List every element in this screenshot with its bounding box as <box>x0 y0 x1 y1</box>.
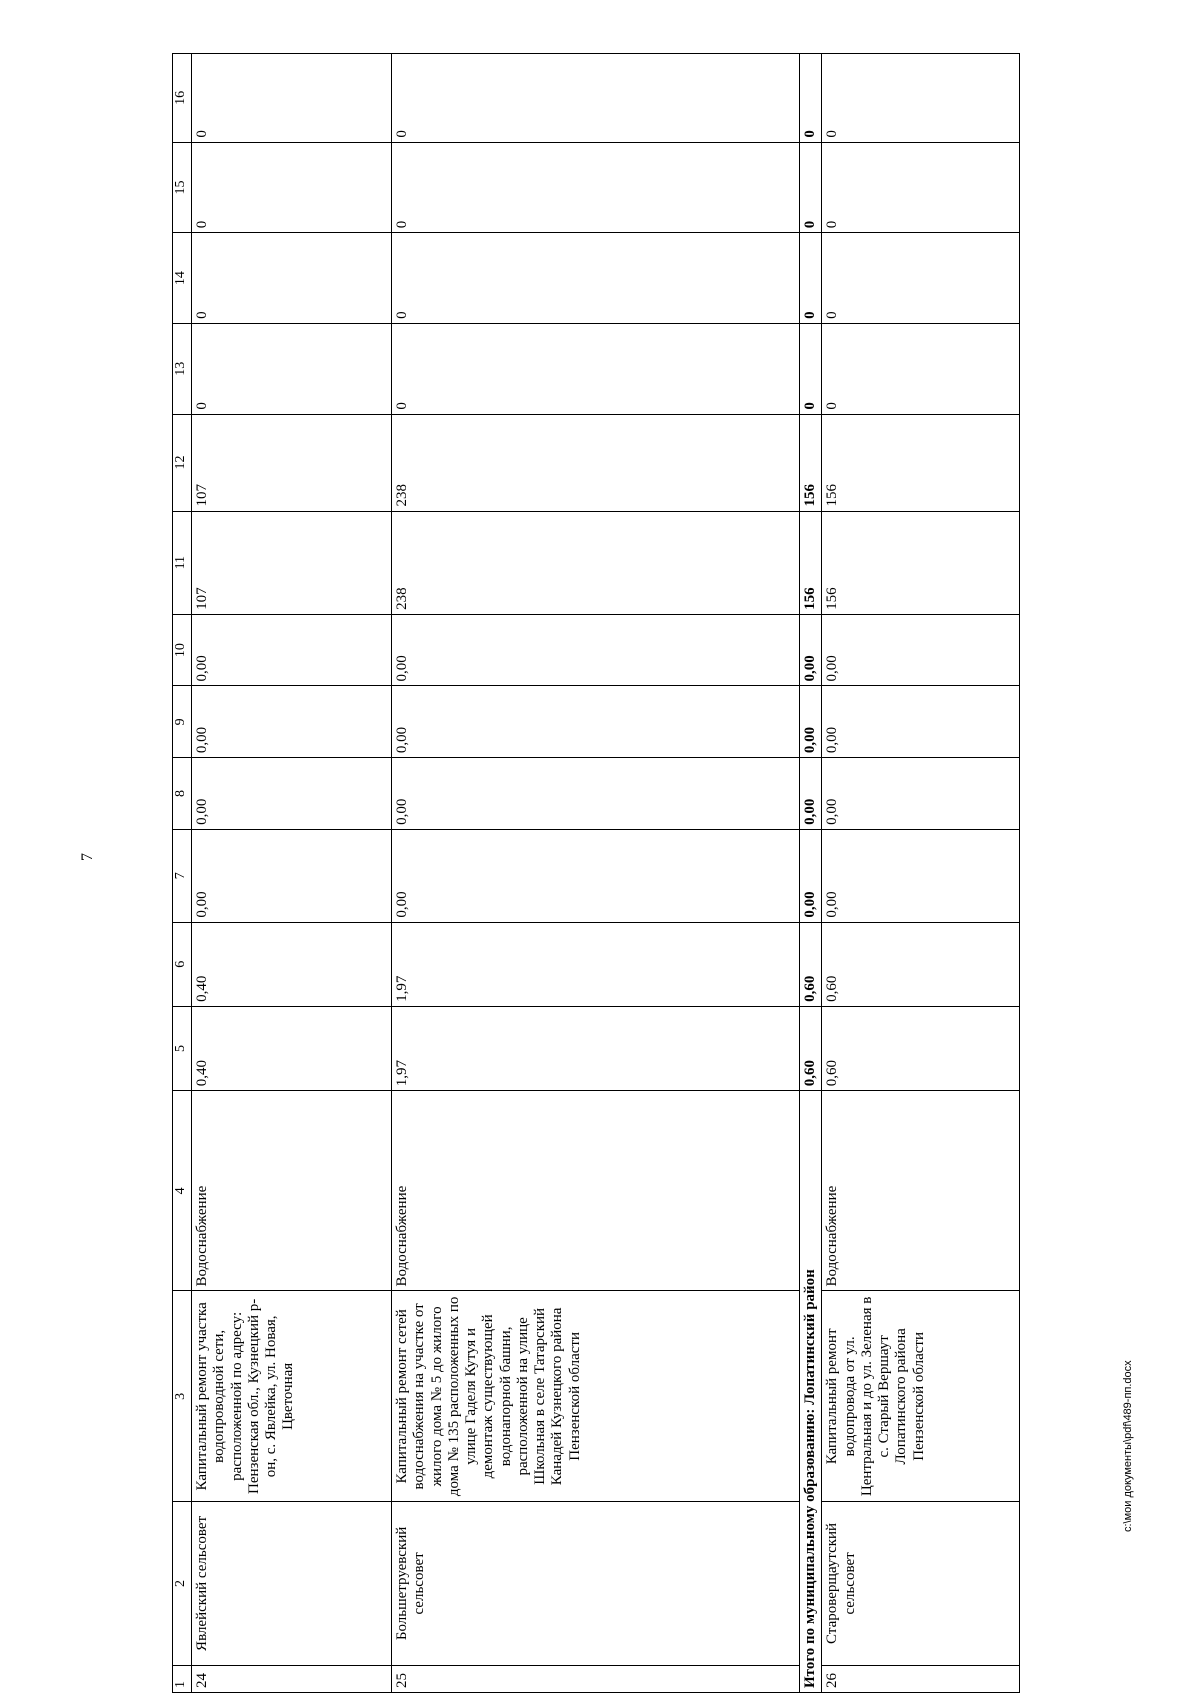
value-cell: 0 <box>192 142 392 233</box>
value-cell: 0,60 <box>822 922 1020 1006</box>
value-cell: 0,00 <box>392 614 800 686</box>
header-cell: 14 <box>173 233 192 324</box>
header-cell: 8 <box>173 758 192 830</box>
value-cell: 0,00 <box>192 758 392 830</box>
header-cell: 6 <box>173 922 192 1006</box>
header-cell: 3 <box>173 1291 192 1502</box>
header-cell: 1 <box>173 1665 192 1692</box>
header-cell: 11 <box>173 511 192 614</box>
footer-file-path: c:\мои документы\pdf\489-пп.docx <box>1122 1360 1134 1532</box>
value-cell: 1,97 <box>392 922 800 1006</box>
object-description-cell: Капитальный ремонт сетей водоснабжения на участке от жилого дома № 5 до жилого дома № 135 расположенных по улице Гаделя Кутуя и демонтаж существующей водонапорной башни, расположенной на улице Школьная в селе Татарский Канадей Кузнецкого района Пензенской области <box>392 1291 800 1502</box>
header-cell: 5 <box>173 1006 192 1090</box>
value-cell: 0,40 <box>192 1006 392 1090</box>
value-cell: 107 <box>192 511 392 614</box>
value-cell: 0 <box>822 142 1020 233</box>
table-row <box>392 54 800 1693</box>
value-cell: 156 <box>822 511 1020 614</box>
rotated-table-container <box>172 53 1027 1693</box>
header-cell: 13 <box>173 323 192 414</box>
value-cell: 238 <box>392 511 800 614</box>
row-number: 24 <box>192 1665 392 1692</box>
total-value: 0 <box>800 142 822 233</box>
category-cell: Водоснабжение <box>192 1091 392 1291</box>
value-cell: 0,00 <box>192 614 392 686</box>
total-value: 156 <box>800 511 822 614</box>
value-cell: 0,00 <box>392 686 800 758</box>
header-cell: 12 <box>173 414 192 511</box>
total-row <box>800 54 822 1693</box>
page-number: 7 <box>79 853 96 861</box>
row-number: 26 <box>822 1665 1020 1692</box>
header-cell: 9 <box>173 686 192 758</box>
value-cell: 0,00 <box>822 686 1020 758</box>
value-cell: 107 <box>192 414 392 511</box>
header-cell: 7 <box>173 829 192 922</box>
total-value: 0,00 <box>800 614 822 686</box>
category-cell: Водоснабжение <box>822 1091 1020 1291</box>
header-cell: 2 <box>173 1502 192 1665</box>
total-value: 0,00 <box>800 829 822 922</box>
value-cell: 0,00 <box>392 758 800 830</box>
value-cell: 0,00 <box>822 758 1020 830</box>
header-cell: 10 <box>173 614 192 686</box>
total-value: 0,60 <box>800 922 822 1006</box>
total-value: 0,00 <box>800 758 822 830</box>
value-cell: 0,00 <box>822 614 1020 686</box>
total-value: 0,00 <box>800 686 822 758</box>
header-cell: 4 <box>173 1091 192 1291</box>
total-value: 0,60 <box>800 1006 822 1090</box>
value-cell: 0 <box>192 323 392 414</box>
value-cell: 156 <box>822 414 1020 511</box>
total-value: 0 <box>800 233 822 324</box>
municipality-cell: Староверщаутский сельсовет <box>822 1502 1020 1665</box>
value-cell: 0 <box>822 54 1020 143</box>
value-cell: 0,60 <box>822 1006 1020 1090</box>
value-cell: 0 <box>192 54 392 143</box>
value-cell: 0,00 <box>822 829 1020 922</box>
municipality-cell: Явлейский сельсовет <box>192 1502 392 1665</box>
value-cell: 0 <box>822 233 1020 324</box>
value-cell: 238 <box>392 414 800 511</box>
header-row <box>173 54 192 1693</box>
table-row <box>822 54 1020 1693</box>
data-table <box>172 53 1020 1693</box>
value-cell: 0 <box>822 323 1020 414</box>
value-cell: 0 <box>392 233 800 324</box>
total-label: Итого по муниципальному образованию: Лопатинский район <box>800 1091 822 1693</box>
value-cell: 1,97 <box>392 1006 800 1090</box>
total-value: 0 <box>800 323 822 414</box>
value-cell: 0,00 <box>192 829 392 922</box>
row-number: 25 <box>392 1665 800 1692</box>
value-cell: 0 <box>392 323 800 414</box>
value-cell: 0,00 <box>392 829 800 922</box>
value-cell: 0,00 <box>192 686 392 758</box>
value-cell: 0 <box>192 233 392 324</box>
municipality-cell: Большетруевский сельсовет <box>392 1502 800 1665</box>
total-value: 156 <box>800 414 822 511</box>
total-value: 0 <box>800 54 822 143</box>
header-cell: 16 <box>173 54 192 143</box>
value-cell: 0,40 <box>192 922 392 1006</box>
object-description-cell: Капитальный ремонт участка водопроводной сети, расположенной по адресу: Пензенская обл., Кузнецкий р-он, с. Явлейка, ул. Новая, Цветочная <box>192 1291 392 1502</box>
value-cell: 0 <box>392 54 800 143</box>
object-description-cell: Капитальный ремонт водопровода от ул. Центральная и до ул. Зеленая в с. Старый Вершаут Лопатинского района Пензенской области <box>822 1291 1020 1502</box>
header-cell: 15 <box>173 142 192 233</box>
category-cell: Водоснабжение <box>392 1091 800 1291</box>
value-cell: 0 <box>392 142 800 233</box>
table-row <box>192 54 392 1693</box>
